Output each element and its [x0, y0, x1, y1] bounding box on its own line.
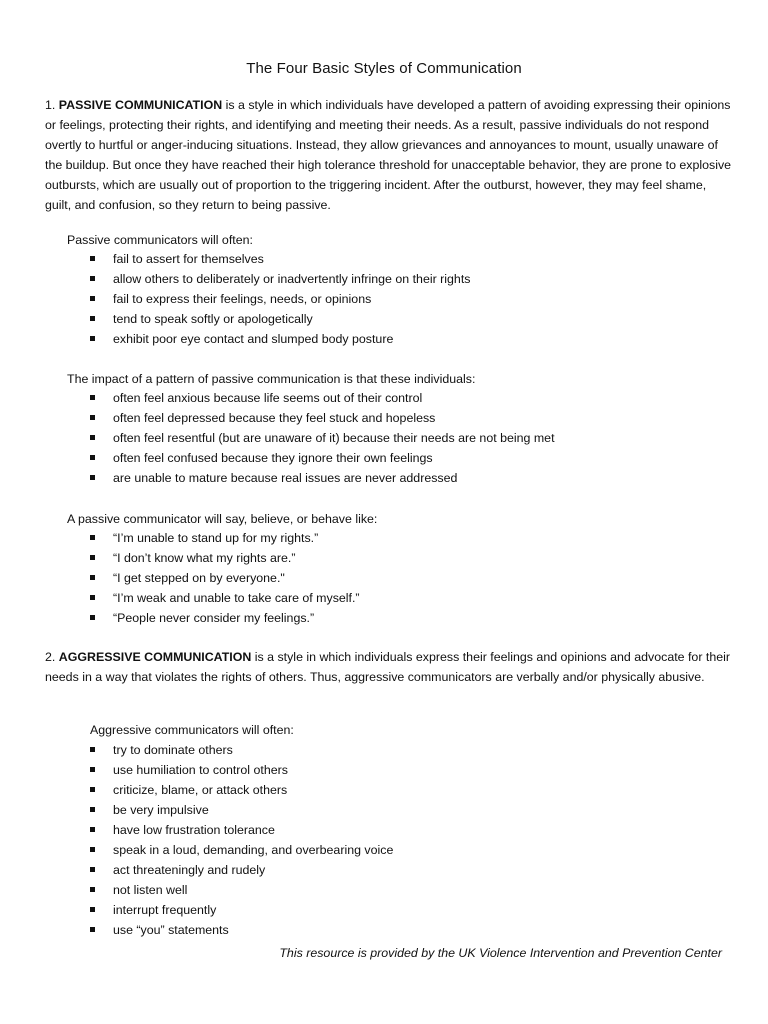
page-title: The Four Basic Styles of Communication: [246, 60, 522, 77]
bullet-icon: [90, 276, 95, 281]
passive-say-lead: A passive communicator will say, believe, or behave like:: [67, 512, 378, 526]
bullet-icon: [90, 615, 95, 620]
bullet-icon: [90, 887, 95, 892]
aggressive-often-lead: Aggressive communicators will often:: [90, 723, 294, 737]
section-number: 2.: [45, 650, 59, 664]
section-passive-paragraph: [45, 96, 735, 215]
section-number: 1.: [45, 98, 59, 112]
list-item: “I don’t know what my rights are.”: [88, 548, 360, 568]
bullet-icon: [90, 296, 95, 301]
passive-impact-list: [88, 388, 555, 488]
section-body: is a style in which individuals have developed a pattern of avoiding expressing their opinions or feelings, protecting their rights, and identifying and meeting their needs. As a result, passive individuals do not respond overtly to hurtful or anger-inducing situations. Instead, they allow grievances and annoyances to mount, usually unaware of the buildup. But once they have reached their high tolerance threshold for unacceptable behavior, they are prone to explosive outbursts, which are usually out of proportion to the triggering incident. After the outburst, however, they may feel shame, guilt, and confusion, so they return to being passive.: [45, 98, 732, 212]
section-body: is a style in which individuals express their feelings and opinions and advocate for their needs in a way that violates the rights of others. Thus, aggressive communicators are verbally and/or physically abusive.: [45, 650, 730, 684]
bullet-icon: [90, 787, 95, 792]
list-item: “I’m unable to stand up for my rights.”: [88, 528, 360, 548]
passive-often-list: [88, 249, 470, 349]
bullet-icon: [90, 927, 95, 932]
list-item: speak in a loud, demanding, and overbearing voice: [88, 840, 393, 860]
list-item: fail to assert for themselves: [88, 249, 470, 269]
list-item: try to dominate others: [88, 740, 393, 760]
list-item: tend to speak softly or apologetically: [88, 309, 470, 329]
list-item: interrupt frequently: [88, 900, 393, 920]
bullet-icon: [90, 907, 95, 912]
list-item: allow others to deliberately or inadvertently infringe on their rights: [88, 269, 470, 289]
list-item: are unable to mature because real issues are never addressed: [88, 468, 555, 488]
bullet-icon: [90, 455, 95, 460]
passive-say-list: [88, 528, 360, 628]
list-item: exhibit poor eye contact and slumped body posture: [88, 329, 470, 349]
bullet-icon: [90, 595, 95, 600]
bullet-icon: [90, 475, 95, 480]
section-heading: AGGRESSIVE COMMUNICATION: [58, 650, 252, 664]
bullet-icon: [90, 867, 95, 872]
section-heading: PASSIVE COMMUNICATION: [58, 98, 223, 112]
list-item: often feel depressed because they feel stuck and hopeless: [88, 408, 555, 428]
list-item: not listen well: [88, 880, 393, 900]
list-item: act threateningly and rudely: [88, 860, 393, 880]
bullet-icon: [90, 256, 95, 261]
list-item: use “you” statements: [88, 920, 393, 940]
bullet-icon: [90, 435, 95, 440]
bullet-icon: [90, 395, 95, 400]
list-item: “People never consider my feelings.”: [88, 608, 360, 628]
list-item: be very impulsive: [88, 800, 393, 820]
bullet-icon: [90, 555, 95, 560]
list-item: use humiliation to control others: [88, 760, 393, 780]
bullet-icon: [90, 847, 95, 852]
bullet-icon: [90, 316, 95, 321]
bullet-icon: [90, 575, 95, 580]
bullet-icon: [90, 415, 95, 420]
list-item: fail to express their feelings, needs, or opinions: [88, 289, 470, 309]
bullet-icon: [90, 827, 95, 832]
passive-impact-lead: The impact of a pattern of passive communication is that these individuals:: [67, 372, 476, 386]
bullet-icon: [90, 336, 95, 341]
list-item: often feel confused because they ignore their own feelings: [88, 448, 555, 468]
list-item: have low frustration tolerance: [88, 820, 393, 840]
bullet-icon: [90, 747, 95, 752]
bullet-icon: [90, 807, 95, 812]
bullet-icon: [90, 767, 95, 772]
footer-credit: This resource is provided by the UK Violence Intervention and Prevention Center: [279, 946, 722, 960]
list-item: often feel anxious because life seems out of their control: [88, 388, 555, 408]
section-aggressive-paragraph: [45, 648, 735, 688]
list-item: criticize, blame, or attack others: [88, 780, 393, 800]
passive-often-lead: Passive communicators will often:: [67, 233, 253, 247]
list-item: often feel resentful (but are unaware of it) because their needs are not being met: [88, 428, 555, 448]
bullet-icon: [90, 535, 95, 540]
list-item: “I’m weak and unable to take care of myself.”: [88, 588, 360, 608]
list-item: “I get stepped on by everyone.": [88, 568, 360, 588]
aggressive-often-list: [88, 740, 393, 940]
